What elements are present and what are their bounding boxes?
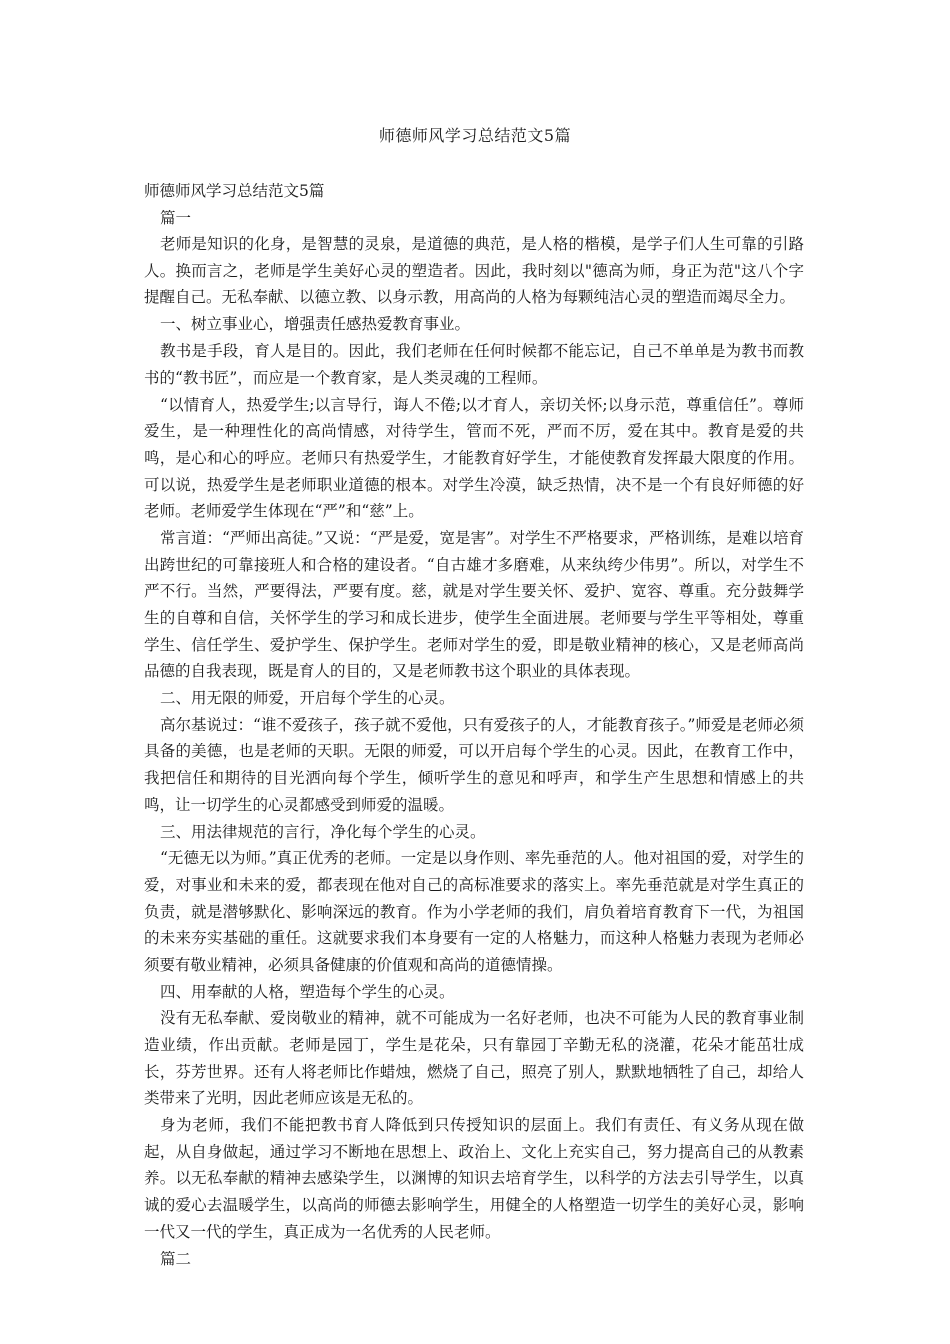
- section-heading-2: 二、用无限的师爱，开启每个学生的心灵。: [160, 689, 455, 708]
- paragraph-1c: 常言道：“严师出高徒。”又说：“严是爱，宽是害”。对学生不严格要求，严格训练，是难以培育出跨世纪的可靠接班人和合格的建设者。“自古雄才多磨难，从来纨绔少伟男”。所以，对学生不严不行。当然，严要得法，严要有度。慈，就是对学生要关怀、爱护、宽容、尊重。充分鼓舞学生的自尊和自信，关怀学生的学习和成长进步，使学生全面进展。老师要与学生平等相处，尊重学生、信任学生、爱护学生、保护学生。老师对学生的爱，即是敬业精神的核心，又是老师高尚品德的自我表现，既是育人的目的，又是老师教书这个职业的具体表现。: [144, 529, 804, 681]
- paragraph-2a: 高尔基说过：“谁不爱孩子，孩子就不爱他，只有爱孩子的人，才能教育孩子。”师爱是老师必须具备的美德，也是老师的天职。无限的师爱，可以开启每个学生的心灵。因此，在教育工作中，我把信任和期待的目光洒向每个学生，倾听学生的意见和呼声，和学生产生思想和情感上的共鸣，让一切学生的心灵都感受到师爱的温暖。: [144, 715, 804, 814]
- paragraph-4a: 没有无私奉献、爱岗敬业的精神，就不可能成为一名好老师，也决不可能为人民的教育事业制造业绩，作出贡献。老师是园丁，学生是花朵，只有靠园丁辛勤无私的浇灌，花朵才能茁壮成长，芬芳世界。还有人将老师比作蜡烛，燃烧了自己，照亮了别人，默默地牺牲了自己，却给人类带来了光明，因此老师应该是无私的。: [144, 1009, 804, 1108]
- intro-paragraph: 老师是知识的化身，是智慧的灵泉，是道德的典范，是人格的楷模，是学子们人生可靠的引路人。换而言之，老师是学生美好心灵的塑造者。因此，我时刻以"德高为师，身正为范"这八个字提醒自己。无私奉献、以德立教、以身示教，用高尚的人格为每颗纯洁心灵的塑造而竭尽全力。: [144, 235, 804, 307]
- document-title: 师德师风学习总结范文5篇: [378, 126, 572, 145]
- paragraph-1a: 教书是手段，育人是目的。因此，我们老师在任何时候都不能忘记，自己不单单是为教书而教书的“教书匠”，而应是一个教育家，是人类灵魂的工程师。: [144, 342, 804, 387]
- section-heading-1: 一、树立事业心，增强责任感热爱教育事业。: [160, 315, 471, 334]
- document-subtitle: 师德师风学习总结范文5篇: [144, 182, 325, 200]
- section-heading-4: 四、用奉献的人格，塑造每个学生的心灵。: [160, 982, 455, 1001]
- paragraph-1b: “以情育人，热爱学生;以言导行，诲人不倦;以才育人，亲切关怀;以身示范，尊重信任”。尊师爱生，是一种理性化的高尚情感，对待学生，管而不死，严而不厉，爱在其中。教育是爱的共鸣，是心和心的呼应。老师只有热爱学生，才能教育好学生，才能使教育发挥最大限度的作用。可以说，热爱学生是老师职业道德的根本。对学生冷漠，缺乏热情，决不是一个有良好师德的好老师。老师爱学生体现在“严”和“慈”上。: [144, 395, 804, 521]
- part-two-label: 篇二: [160, 1249, 192, 1268]
- document-body: [144, 178, 804, 1272]
- paragraph-4b: 身为老师，我们不能把教书育人降低到只传授知识的层面上。我们有责任、有义务从现在做起，从自身做起，通过学习不断地在思想上、政治上、文化上充实自己，努力提高自己的从教素养。以无私奉献的精神去感染学生，以渊博的知识去培育学生，以科学的方法去引导学生，以真诚的爱心去温暖学生，以高尚的师德去影响学生，用健全的人格塑造一切学生的美好心灵，影响一代又一代的学生，真正成为一名优秀的人民老师。: [144, 1116, 804, 1241]
- paragraph-3a: “无德无以为师。”真正优秀的老师。一定是以身作则、率先垂范的人。他对祖国的爱，对学生的爱，对事业和未来的爱，都表现在他对自己的高标准要求的落实上。率先垂范就是对学生真正的负责，就是潜够默化、影响深远的教育。作为小学老师的我们，肩负着培育教育下一代，为祖国的未来夯实基础的重任。这就要求我们本身要有一定的人格魅力，而这种人格魅力表现为老师必须要有敬业精神，必须具备健康的价值观和高尚的道德情操。: [144, 849, 804, 974]
- part-one-label: 篇一: [160, 208, 192, 227]
- section-heading-3: 三、用法律规范的言行，净化每个学生的心灵。: [160, 822, 486, 841]
